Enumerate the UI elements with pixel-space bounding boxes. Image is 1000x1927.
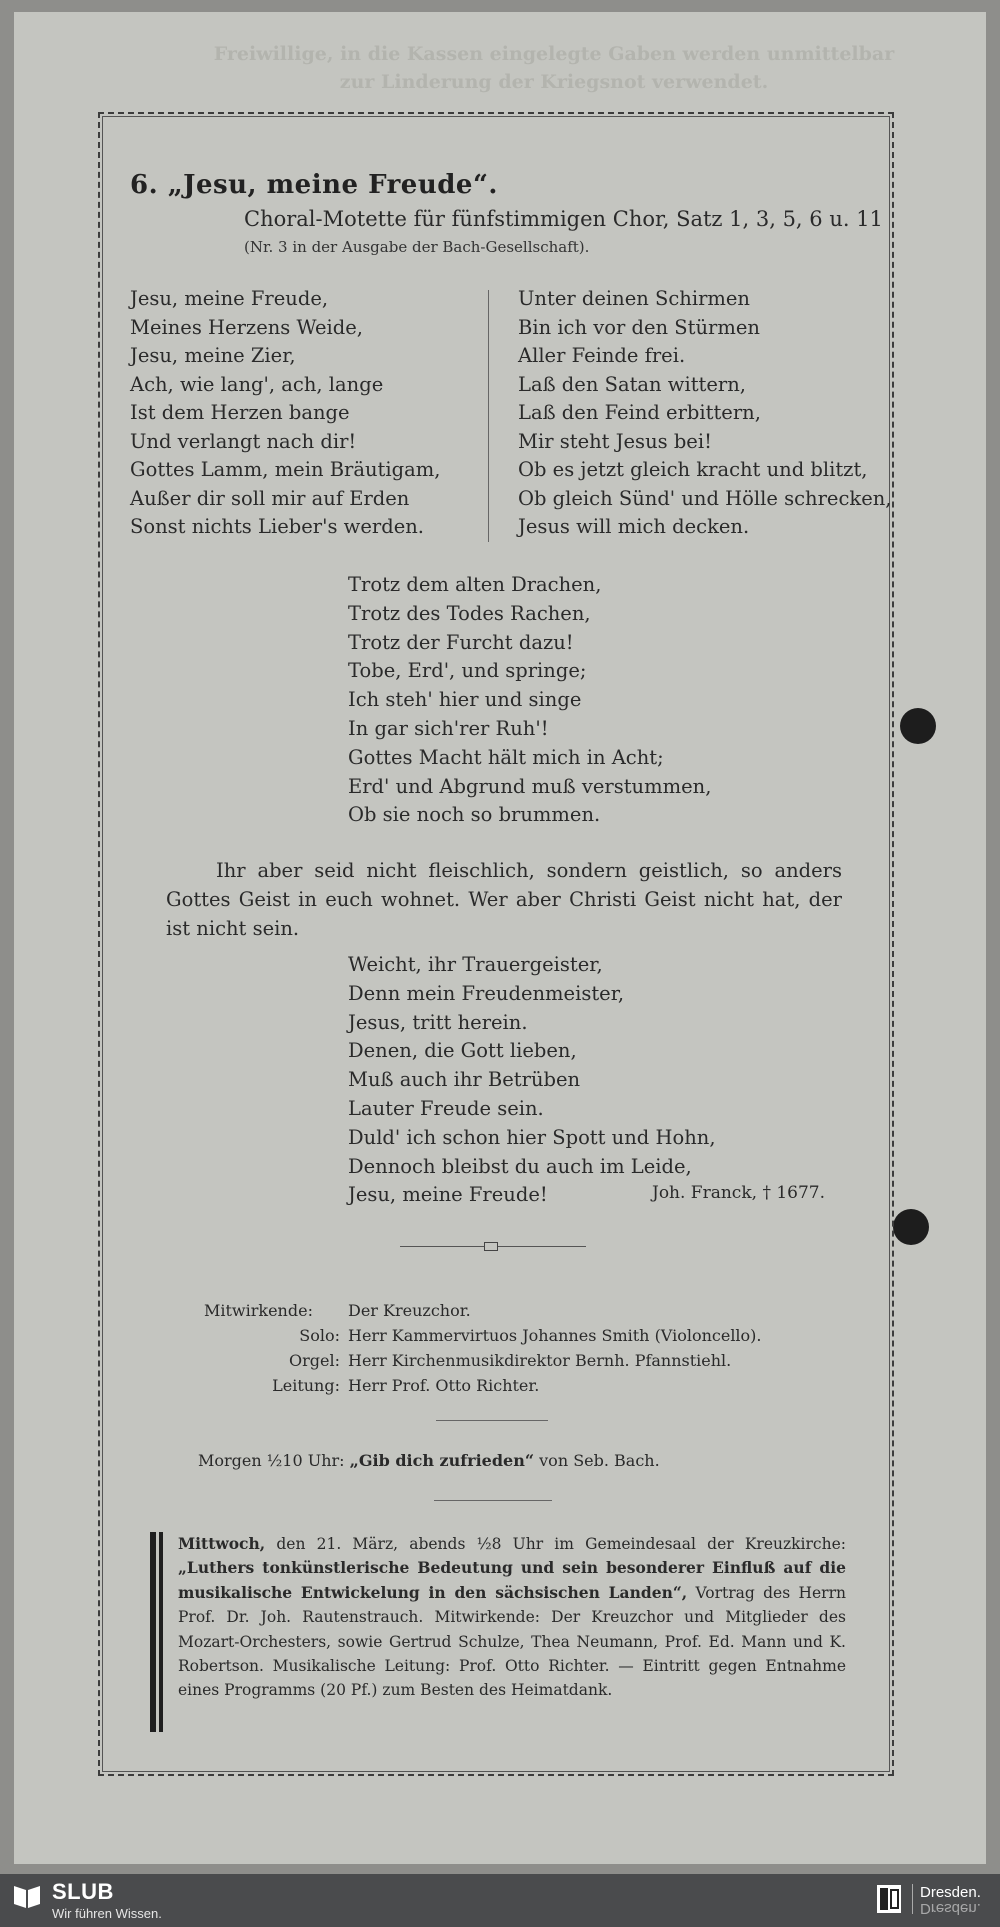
verse-line: Ob es jetzt gleich kracht und blitzt, xyxy=(518,458,868,481)
punch-hole xyxy=(893,1209,929,1245)
scripture-prose: Ihr aber seid nicht fleischlich, sondern geistlich, so anders Gottes Geist in euch wohnet. Wer aber Christi Geist nicht hat, der ist nicht sein. xyxy=(166,859,842,940)
verse-line: Mir steht Jesus bei! xyxy=(518,429,712,453)
verse-line: Meines Herzens Weide, xyxy=(130,315,363,339)
verse-line: Erd' und Abgrund muß verstummen, xyxy=(348,774,712,798)
verse-line: Tobe, Erd', und springe; xyxy=(348,659,587,683)
credit-value: Herr Kirchenmusikdirektor Bernh. Pfannstiehl. xyxy=(348,1351,732,1370)
column-divider xyxy=(488,290,489,542)
verse-right xyxy=(518,285,892,542)
divider-rule xyxy=(436,1420,548,1421)
piece-subtitle: Choral-Motette für fünfstimmigen Chor, Satz 1, 3, 5, 6 u. 11 xyxy=(244,207,883,231)
punch-hole xyxy=(900,708,936,744)
verse-line: Lauter Freude sein. xyxy=(348,1096,544,1120)
footer-bar xyxy=(0,1874,1000,1927)
notice-marker xyxy=(150,1532,164,1732)
verse-middle xyxy=(348,571,711,830)
credit-label: Solo: xyxy=(299,1326,340,1345)
verse-line: Muß auch ihr Betrüben xyxy=(348,1068,581,1092)
verse-line: Trotz der Furcht dazu! xyxy=(348,630,574,654)
verse-line: Dennoch bleibst du auch im Leide, xyxy=(348,1154,692,1178)
verse-line: Bin ich vor den Stürmen xyxy=(518,315,760,339)
footer-separator xyxy=(912,1884,913,1914)
piece-title: 6. „Jesu, meine Freude“. xyxy=(130,170,498,200)
verse-line: Ist dem Herzen bange xyxy=(130,401,350,424)
verse-line: Duld' ich schon hier Spott und Hohn, xyxy=(348,1125,716,1149)
credit-value: Herr Prof. Otto Richter. xyxy=(348,1376,540,1395)
verse-line: Unter deinen Schirmen xyxy=(518,287,750,310)
verse-line: Aller Feinde frei. xyxy=(518,344,686,367)
verse-line: Gottes Lamm, mein Bräutigam, xyxy=(130,458,441,481)
book-icon xyxy=(12,1882,42,1910)
slub-tagline: Wir führen Wissen. xyxy=(52,1906,162,1921)
credit-label: Leitung: xyxy=(272,1376,340,1395)
verse-line: Jesus will mich decken. xyxy=(518,515,750,538)
verse-line: Laß den Satan wittern, xyxy=(518,372,747,396)
verse-line: Gottes Macht hält mich in Acht; xyxy=(348,745,664,769)
verse-left xyxy=(130,285,440,542)
verse-line: Ob sie noch so brummen. xyxy=(348,803,601,827)
tomorrow-announcement: Morgen ½10 Uhr: „Gib dich zufrieden“ von Seb. Bach. xyxy=(198,1451,660,1470)
verse-line: Ich steh' hier und singe xyxy=(348,688,582,712)
bleed-through-text: Freiwillige, in die Kassen eingelegte Gaben werden unmittelbar zur Linderung der Kriegsnot verwendet. xyxy=(213,43,895,93)
credit-label: Orgel: xyxy=(289,1351,340,1370)
hymn-author: Joh. Franck, † 1677. xyxy=(652,1183,826,1203)
verse-line: Laß den Feind erbittern, xyxy=(518,401,761,424)
verse-line: Trotz des Todes Rachen, xyxy=(348,601,591,625)
divider-rule xyxy=(434,1500,552,1501)
event-notice: Mittwoch, den 21. März, abends ½8 Uhr im Gemeindesaal der Kreuzkirche: „Luthers tonkünstlerische Bedeutung und sein besonderer Einfluß auf die musikalische Entwickelung in den sächsischen Landen“, Vortrag des Herrn Prof. Dr. Joh. Rautenstrauch. Mitwirkende: Der Kreuzchor und Mitglieder des Mozart-Orchesters, sowie Gertrud Schulze, Thea Neumann, Prof. Ed. Mann und K. Robertson. Musikalische Leitung: Prof. Otto Richter. — Eintritt gegen Entnahme eines Programms (20 Pf.) zum Besten des Heimatdank. xyxy=(178,1534,846,1700)
credit-value: Herr Kammervirtuos Johannes Smith (Violoncello). xyxy=(348,1326,762,1345)
verse-line: Denen, die Gott lieben, xyxy=(348,1039,577,1063)
dresden-logo-text[interactable]: Dresden. xyxy=(920,1884,981,1901)
verse-line: Jesu, meine Freude! xyxy=(348,1183,548,1207)
verse-line: Jesu, meine Zier, xyxy=(130,344,296,367)
verse-line: Ach, wie lang', ach, lange xyxy=(130,372,384,396)
edition-note: (Nr. 3 in der Ausgabe der Bach-Gesellschaft). xyxy=(244,238,590,256)
dresden-crest-icon xyxy=(876,1884,902,1914)
verse-line: Ob gleich Sünd' und Hölle schrecken, xyxy=(518,486,892,510)
verse-final xyxy=(348,951,716,1210)
credit-label: Mitwirkende: xyxy=(204,1301,313,1320)
verse-line: Und verlangt nach dir! xyxy=(130,429,357,453)
verse-line: Sonst nichts Lieber's werden. xyxy=(130,515,424,538)
verse-line: Denn mein Freudenmeister, xyxy=(348,981,625,1005)
dresden-logo-reflection: Dresden. xyxy=(920,1900,981,1917)
credit-value: Der Kreuzchor. xyxy=(348,1301,471,1320)
verse-line: Jesu, meine Freude, xyxy=(130,287,329,310)
verse-line: Jesus, tritt herein. xyxy=(348,1010,528,1034)
verse-line: Weicht, ihr Trauergeister, xyxy=(348,953,603,976)
verse-line: Außer dir soll mir auf Erden xyxy=(130,486,410,510)
verse-line: In gar sich'rer Ruh'! xyxy=(348,716,549,740)
ornament-center xyxy=(484,1242,498,1251)
verse-line: Trotz dem alten Drachen, xyxy=(348,573,602,596)
slub-logo-text[interactable]: SLUB xyxy=(52,1879,114,1904)
